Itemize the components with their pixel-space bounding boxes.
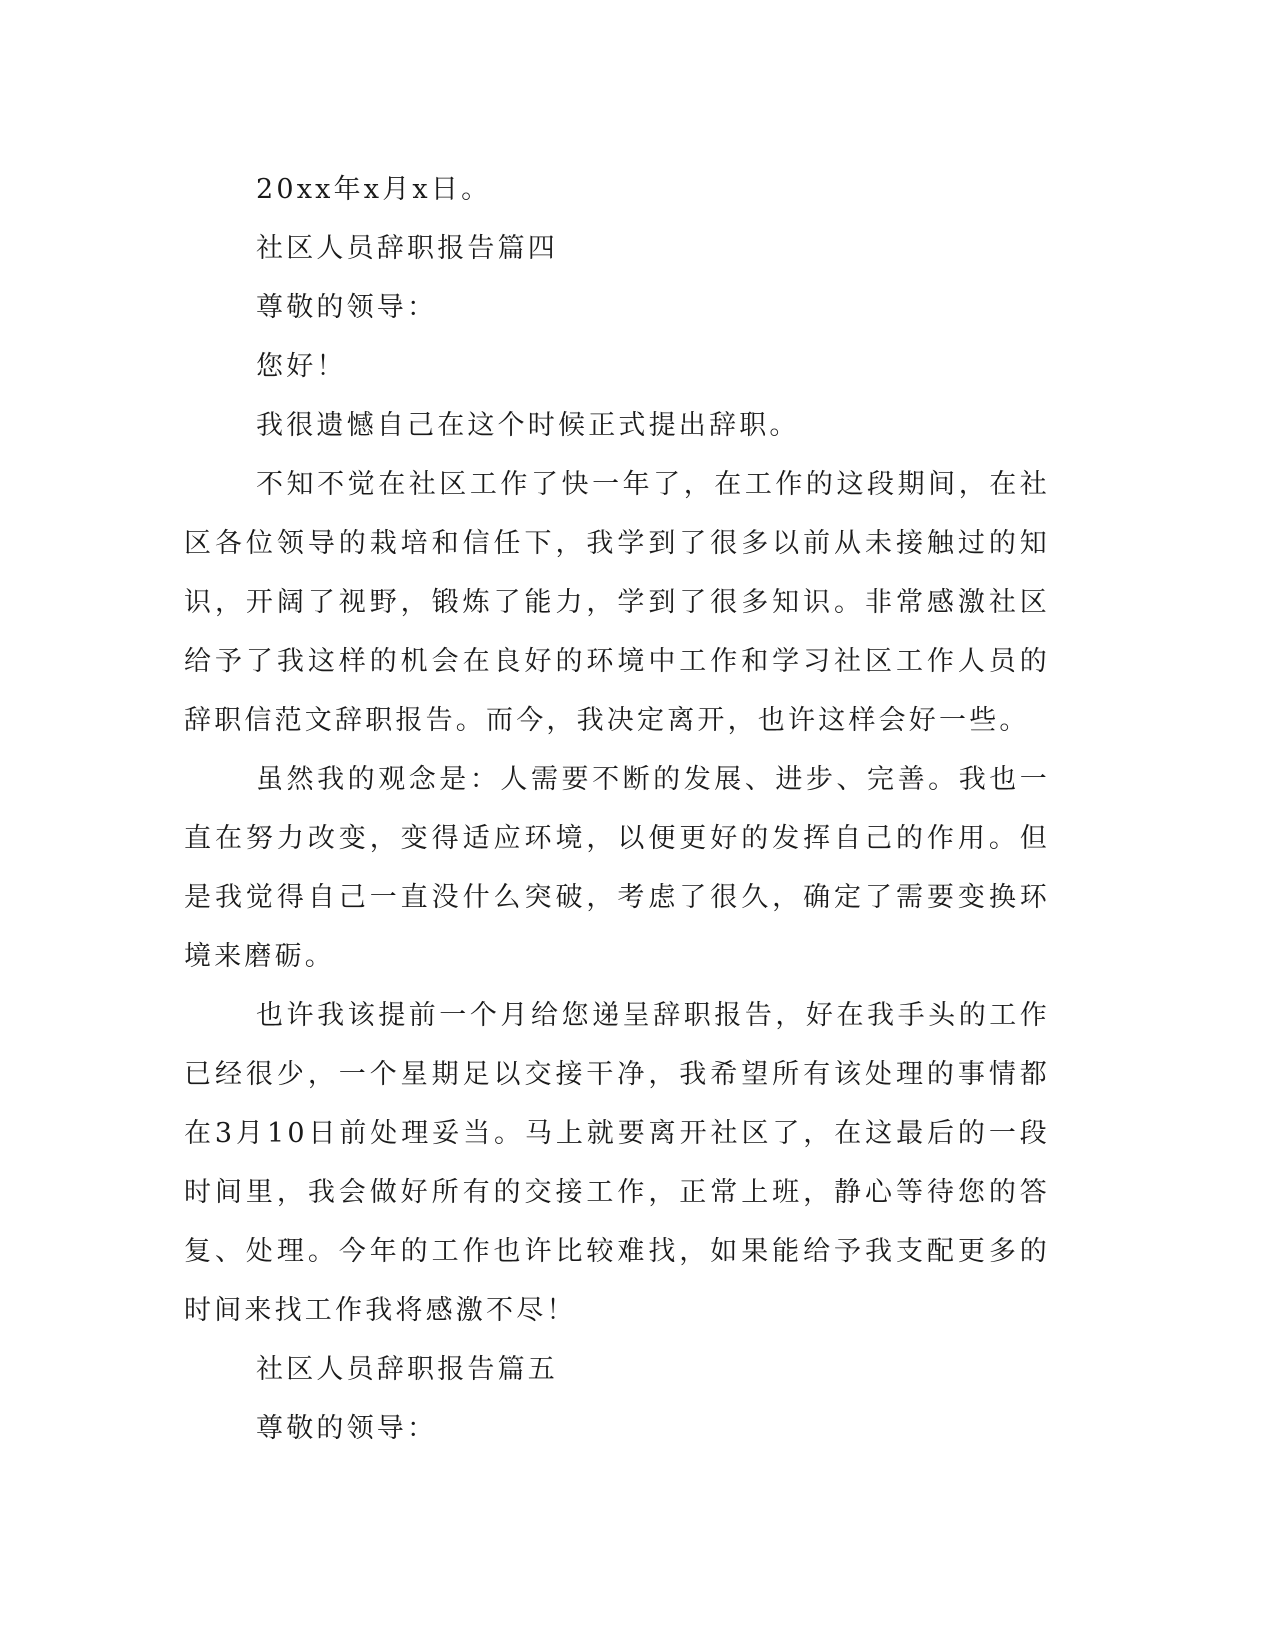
document-body: [184, 160, 1050, 1458]
body-paragraph: 虽然我的观念是：人需要不断的发展、进步、完善。我也一直在努力改变，变得适应环境，以便更好的发挥自己的作用。但是我觉得自己一直没什么突破，考虑了很久，确定了需要变换环境来磨砺。: [184, 764, 1050, 972]
section-heading-4: 社区人员辞职报告篇四: [256, 233, 558, 264]
body-paragraph: 也许我该提前一个月给您递呈辞职报告，好在我手头的工作已经很少，一个星期足以交接干净，我希望所有该处理的事情都在3月10日前处理妥当。马上就要离开社区了，在这最后的一段时间里，我会做好所有的交接工作，正常上班，静心等待您的答复、处理。今年的工作也许比较难找，如果能给予我支配更多的时间来找工作我将感激不尽！: [184, 1000, 1050, 1326]
salutation: 尊敬的领导：: [256, 292, 438, 323]
section-heading-5: 社区人员辞职报告篇五: [256, 1354, 558, 1385]
greeting: 您好！: [256, 351, 347, 382]
salutation: 尊敬的领导：: [256, 1413, 438, 1444]
date-line: 20xx年x月x日。: [256, 174, 492, 205]
body-paragraph: 我很遗憾自己在这个时候正式提出辞职。: [256, 410, 800, 441]
body-paragraph: 不知不觉在社区工作了快一年了，在工作的这段期间，在社区各位领导的栽培和信任下，我学到了很多以前从未接触过的知识，开阔了视野，锻炼了能力，学到了很多知识。非常感激社区给予了我这样的机会在良好的环境中工作和学习社区工作人员的辞职信范文辞职报告。而今，我决定离开，也许这样会好一些。: [184, 469, 1050, 736]
